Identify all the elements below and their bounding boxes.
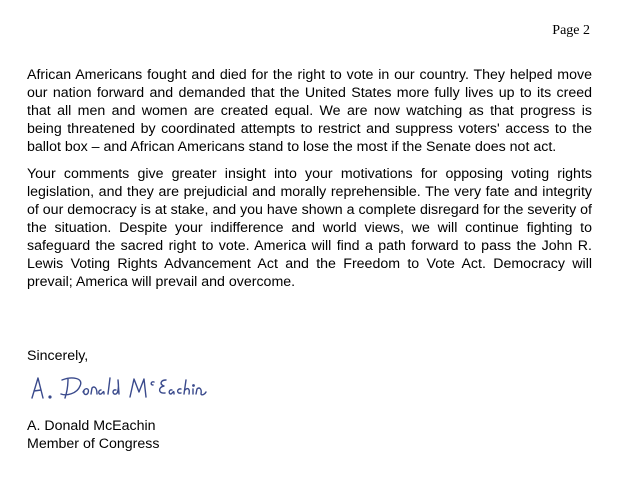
signer-name: A. Donald McEachin (27, 418, 156, 434)
paragraph-1: African Americans fought and died for the right to vote in our country. They helped move our nation forward and demanded that the United States more fully lives up to its creed that all men and women are created equal. We are now watching as that progress is being threatened by coordinated attempts to restrict and suppress voters' access to the ballot box – and African Americans stand to lose the most if the Senate does not act. (27, 67, 592, 155)
letter-body (27, 66, 592, 300)
page-number: Page 2 (552, 23, 590, 38)
paragraph-2: Your comments give greater insight into your motivations for opposing voting rights legislation, and they are prejudicial and morally reprehensible. The very fate and integrity of our democracy is at stake, and you have shown a complete disregard for the severity of the situation. Despite your indifference and world views, we will continue fighting to safeguard the sacred right to vote. America will find a path forward to pass the John R. Lewis Voting Rights Advancement Act and the Freedom to Vote Act. Democracy will prevail; America will prevail and overcome. (27, 166, 592, 290)
closing-salutation: Sincerely, (27, 348, 89, 364)
handwritten-signature (28, 370, 218, 404)
signature-block (27, 417, 159, 453)
signer-title: Member of Congress (27, 436, 160, 452)
signature-image (28, 370, 218, 404)
